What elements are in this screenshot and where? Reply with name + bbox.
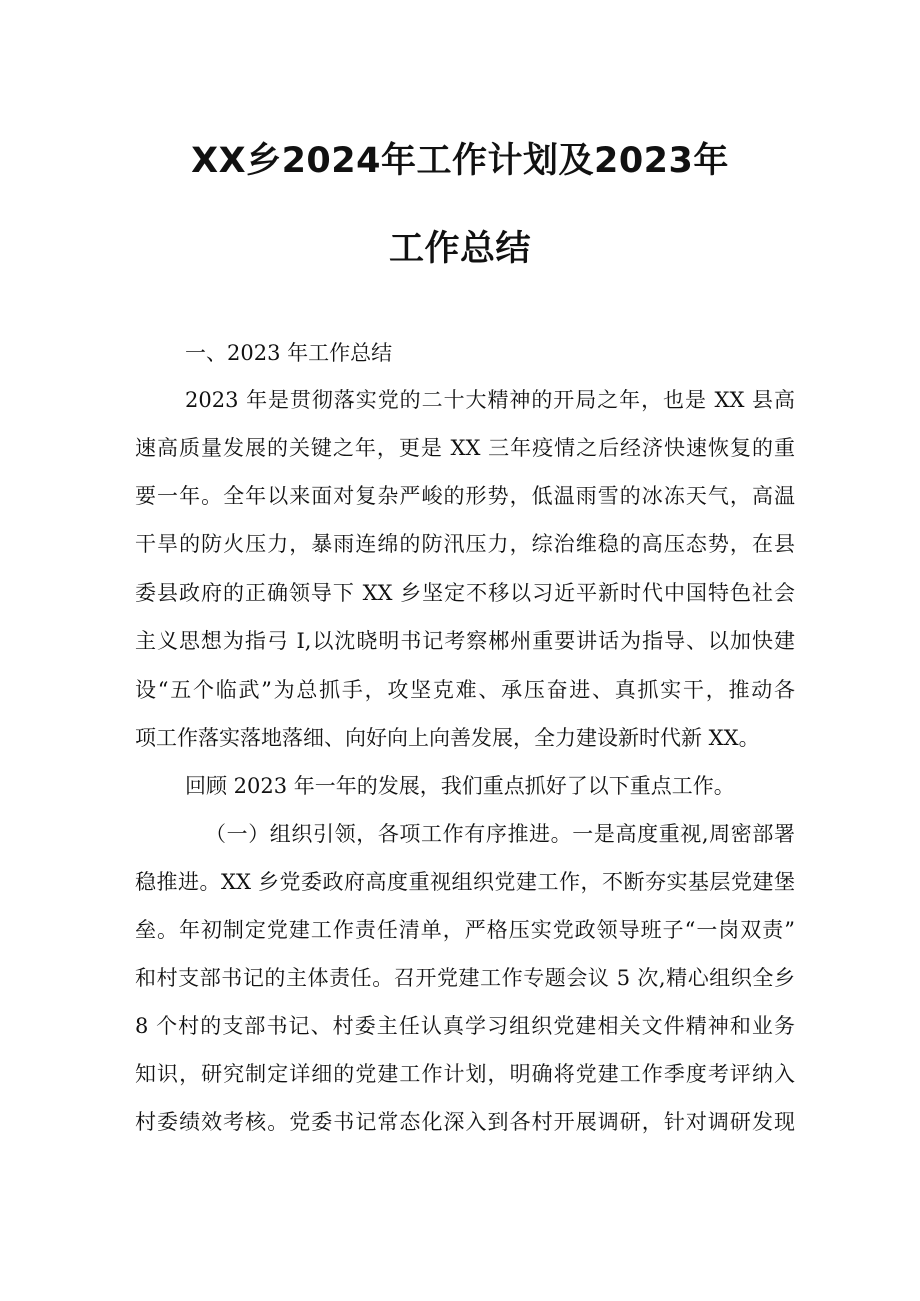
paragraph-line: 回顾 2023 年一年的发展，我们重点抓好了以下重点工作。 (185, 774, 735, 798)
paragraph-line: 知识，研究制定详细的党建工作计划，明确将党建工作季度考评纳入 (135, 1062, 795, 1086)
paragraph-line: 委县政府的正确领导下 XX 乡坚定不移以习近平新时代中国特色社会 (135, 581, 795, 605)
paragraph-line: 8 个村的支部书记、村委主任认真学习组织党建相关文件精神和业务 (135, 1014, 795, 1038)
paragraph-line: 主义思想为指弓 I,以沈晓明书记考察郴州重要讲话为指导、以加快建 (135, 629, 795, 653)
paragraph-line: 村委绩效考核。党委书记常态化深入到各村开展调研，针对调研发现 (135, 1110, 795, 1134)
paragraph-line: 和村支部书记的主体责任。召开党建工作专题会议 5 次,精心组织全乡 (135, 966, 795, 990)
paragraph-line: 要一年。全年以来面对复杂严峻的形势，低温雨雪的冰冻天气，高温 (135, 484, 795, 508)
section-heading: 一、2023 年工作总结 (185, 341, 393, 365)
paragraph-line: 干旱的防火压力，暴雨连绵的防汛压力，综治维稳的高压态势，在县 (135, 532, 795, 556)
paragraph-line: 稳推进。XX 乡党委政府高度重视组织党建工作，不断夯实基层党建堡 (135, 870, 795, 894)
paragraph-line: 速高质量发展的关键之年，更是 XX 三年疫情之后经济快速恢复的重 (135, 436, 795, 460)
paragraph-line: 2023 年是贯彻落实党的二十大精神的开局之年，也是 XX 县高 (185, 388, 795, 412)
paragraph-line: 设“五个临武”为总抓手，攻坚克难、承压奋进、真抓实干，推动各 (135, 678, 795, 702)
paragraph-line: 垒。年初制定党建工作责任清单，严格压实党政领导班子“一岗双责” (135, 918, 795, 942)
document-title-line-1: XX乡2024年工作计划及2023年 (191, 141, 729, 181)
paragraph-line: 项工作落实落地落细、向好向上向善发展，全力建设新时代新 XX。 (135, 726, 760, 750)
paragraph-line: （一）组织引领，各项工作有序推进。一是高度重视,周密部署 (205, 822, 795, 846)
document-title-line-2: 工作总结 (388, 229, 531, 269)
